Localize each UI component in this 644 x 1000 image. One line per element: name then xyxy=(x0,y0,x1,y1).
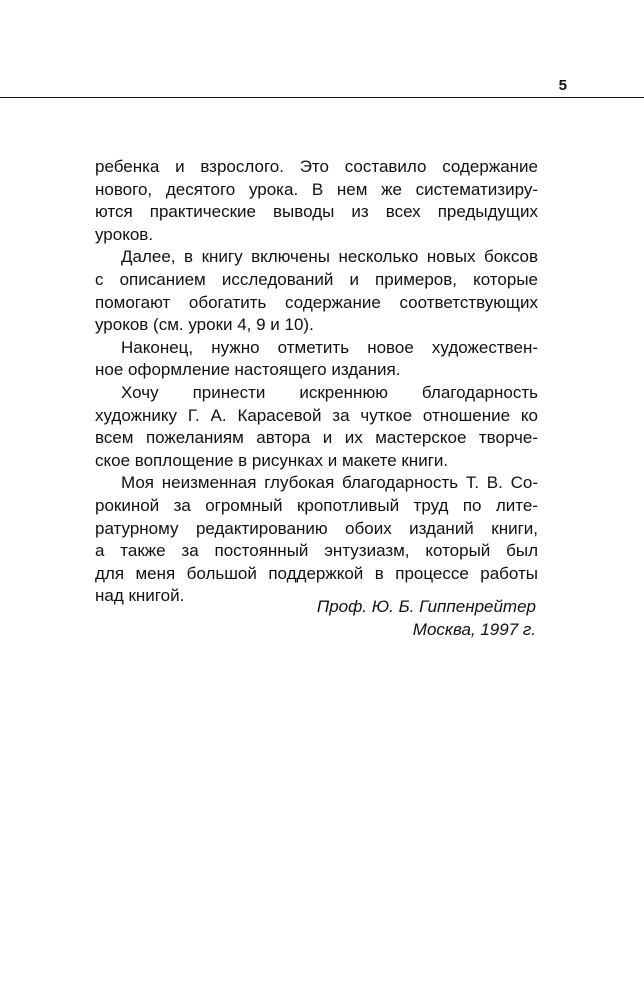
header-rule xyxy=(0,97,644,98)
text-line: уроков. xyxy=(95,224,154,244)
text-line: Наконец, нужно отметить новое художествен- xyxy=(121,337,538,357)
text-line: а также за постоянный энтузиазм, который был xyxy=(95,541,538,561)
text-line: с описанием исследований и примеров, которые xyxy=(95,269,538,289)
text-line: художнику Г. А. Карасевой за чуткое отношение ко xyxy=(95,405,538,425)
paragraph xyxy=(95,246,538,336)
text-line: ное оформление настоящего издания. xyxy=(95,360,401,380)
text-line: Далее, в книгу включены несколько новых боксов xyxy=(121,247,538,267)
text-line: ратурному редактированию обоих изданий книги, xyxy=(95,518,538,538)
body-text xyxy=(95,156,538,608)
signature-place-date: Москва, 1997 г. xyxy=(412,619,536,639)
text-line: рокиной за огромный кропотливый труд по лите- xyxy=(95,495,538,515)
text-line: Моя неизменная глубокая благодарность Т. В. Со- xyxy=(121,473,538,493)
text-line: уроков (см. уроки 4, 9 и 10). xyxy=(95,315,314,335)
text-line: для меня большой поддержкой в процессе работы xyxy=(95,563,538,583)
text-line: всем пожеланиям автора и их мастерское творче- xyxy=(95,428,538,448)
signature-author: Проф. Ю. Б. Гиппенрейтер xyxy=(316,597,536,616)
page-number: 5 xyxy=(558,77,567,94)
text-line: ребенка и взрослого. Это составило содержание xyxy=(95,157,538,176)
signature xyxy=(95,596,536,641)
text-line: ются практические выводы из всех предыдущих xyxy=(95,202,538,222)
paragraph xyxy=(95,156,538,246)
text-line: Хочу принести искреннюю благодарность xyxy=(121,382,538,402)
paragraph xyxy=(95,382,538,472)
text-line: ское воплощение в рисунках и макете книги. xyxy=(95,450,449,470)
paragraph xyxy=(95,472,538,608)
paragraph xyxy=(95,337,538,382)
text-line: нового, десятого урока. В нем же систематизиру- xyxy=(95,179,538,199)
text-line: над книгой. xyxy=(95,586,185,606)
text-line: помогают обогатить содержание соответствующих xyxy=(95,292,538,312)
